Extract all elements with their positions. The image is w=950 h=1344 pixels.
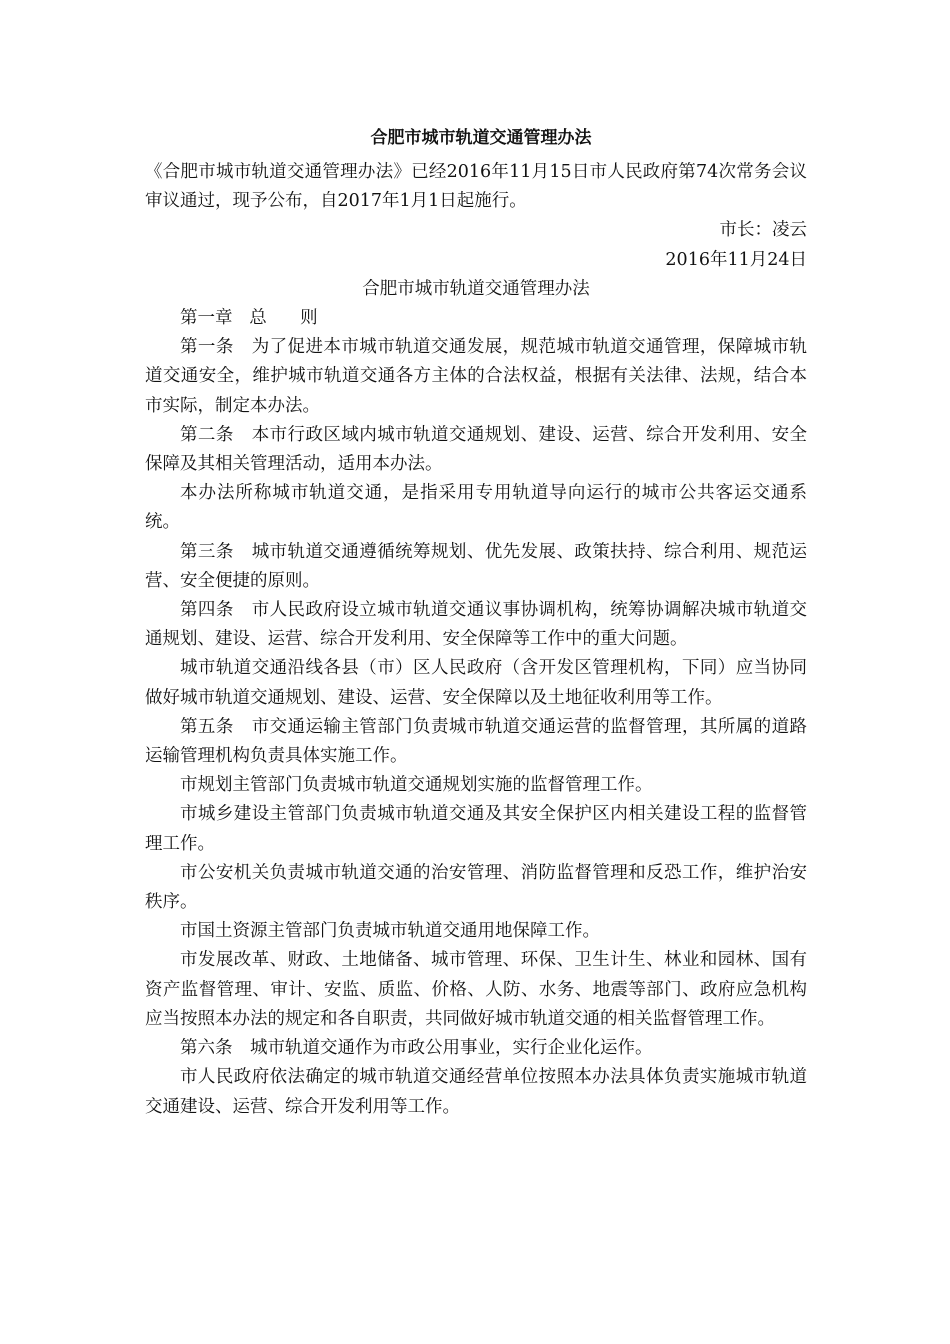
date-line: 2016年11月24日 [665,249,807,270]
article-paragraph: 本办法所称城市轨道交通，是指采用专用轨道导向运行的城市公共客运交通系统。 [145,483,807,533]
article-paragraph: 第二条 本市行政区域内城市轨道交通规划、建设、运营、综合开发利用、安全保障及其相关管理活动，适用本办法。 [145,424,807,475]
decree-paragraph: 《合肥市城市轨道交通管理办法》已经2016年11月15日市人民政府第74次常务会议审议通过，现予公布，自2017年1月1日起施行。 [145,162,807,212]
article-paragraph: 市国土资源主管部门负责城市轨道交通用地保障工作。 [180,921,600,942]
article-paragraph: 市规划主管部门负责城市轨道交通规划实施的监督管理工作。 [180,775,653,796]
chapter-heading: 第一章 总 则 [180,308,318,329]
article-paragraph: 第三条 城市轨道交通遵循统筹规划、优先发展、政策扶持、综合利用、规范运营、安全便捷的原则。 [145,541,807,591]
document-title: 合肥市城市轨道交通管理办法 [370,128,592,148]
article-paragraph: 第一条 为了促进本市城市轨道交通发展，规范城市轨道交通管理，保障城市轨道交通安全，维护城市轨道交通各方主体的合法权益，根据有关法律、法规，结合本市实际，制定本办法。 [145,337,807,416]
regulation-subtitle: 合肥市城市轨道交通管理办法 [362,278,590,299]
article-paragraph: 第五条 市交通运输主管部门负责城市轨道交通运营的监督管理，其所属的道路运输管理机构负责具体实施工作。 [145,716,807,767]
signature-line: 市长：凌云 [719,220,807,241]
article-paragraph: 市城乡建设主管部门负责城市轨道交通及其安全保护区内相关建设工程的监督管理工作。 [145,804,807,854]
article-paragraph: 市发展改革、财政、土地储备、城市管理、环保、卫生计生、林业和园林、国有资产监督管理、审计、安监、质监、价格、人防、水务、地震等部门、政府应急机构应当按照本办法的规定和各自职责，共同做好城市轨道交通的相关监督管理工作。 [145,950,807,1029]
document-page [145,118,807,1122]
article-paragraph: 第六条 城市轨道交通作为市政公用事业，实行企业化运作。 [180,1038,653,1059]
article-paragraph: 市公安机关负责城市轨道交通的治安管理、消防监督管理和反恐工作，维护治安秩序。 [145,862,807,913]
article-paragraph: 市人民政府依法确定的城市轨道交通经营单位按照本办法具体负责实施城市轨道交通建设、运营、综合开发利用等工作。 [145,1067,807,1117]
article-paragraph: 城市轨道交通沿线各县（市）区人民政府（含开发区管理机构，下同）应当协同做好城市轨道交通规划、建设、运营、安全保障以及土地征收利用等工作。 [145,658,807,708]
article-paragraph: 第四条 市人民政府设立城市轨道交通议事协调机构，统筹协调解决城市轨道交通规划、建设、运营、综合开发利用、安全保障等工作中的重大问题。 [145,600,807,650]
